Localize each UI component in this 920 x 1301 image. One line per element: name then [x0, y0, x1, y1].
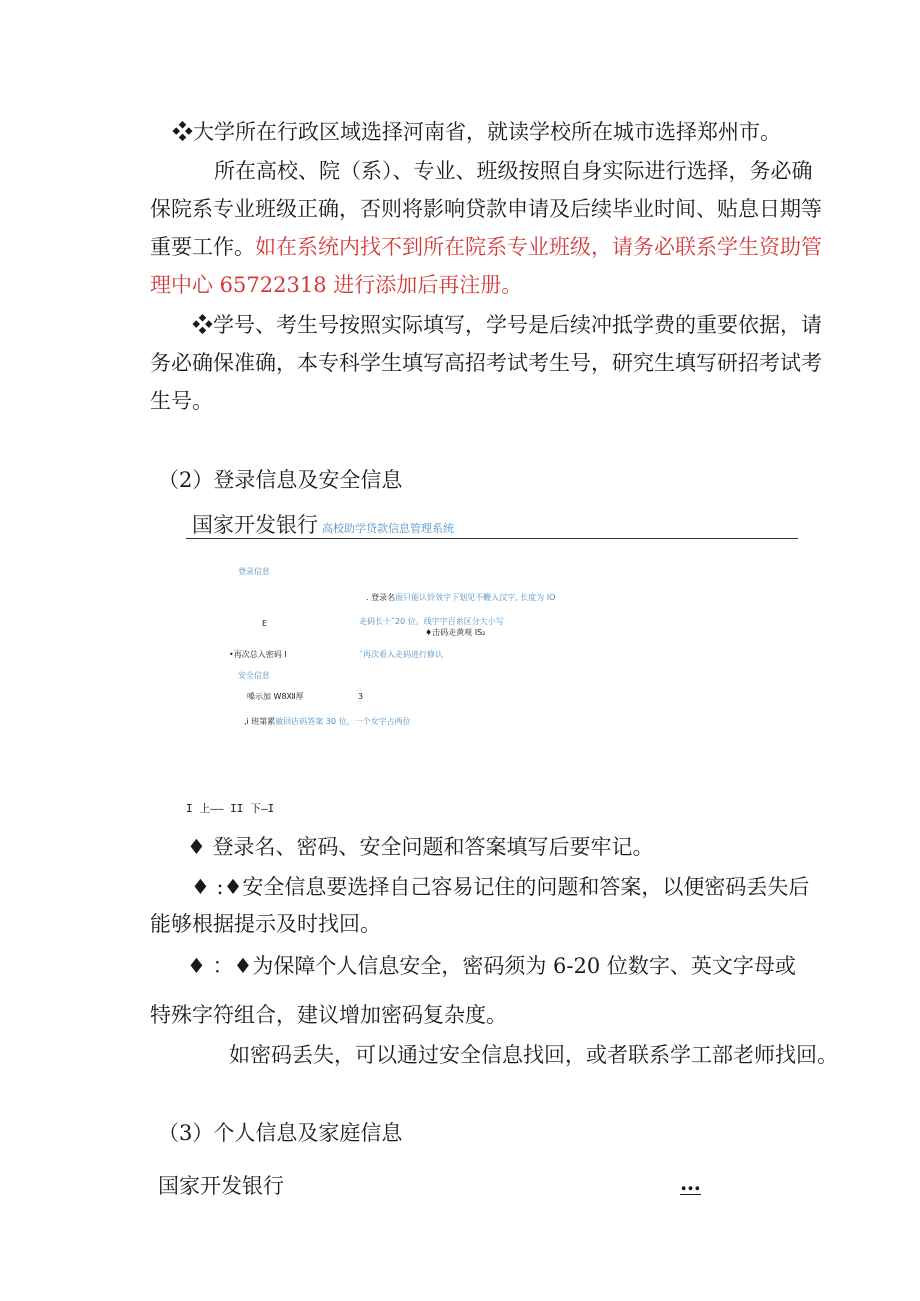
section-heading: （3）个人信息及家庭信息: [158, 1121, 403, 1145]
bullet-region-text: ❖大学所在行政区域选择河南省，就读学校所在城市选择郑州市。: [172, 120, 781, 144]
system-name: 高校助学贷款信息管理系统: [322, 522, 454, 535]
security-question-select[interactable]: 3: [358, 692, 364, 701]
bullet-item: ♦ :♦安全信息要选择自己容易记住的问题和答案，以便密码丢失后: [191, 875, 810, 899]
section-heading: （2）登录信息及安全信息: [158, 468, 403, 492]
warning-text: 如在系统内找不到所在院系专业班级，请务必联系学生资助管: [255, 235, 822, 259]
security-answer-label: ,i 班第累: [244, 717, 276, 726]
security-question-label: 嗓示加 W8Ⅻ厚: [247, 692, 304, 701]
bank-name: 国家开发银行: [192, 513, 318, 537]
paragraph-line: 所在高校、院（系）、专业、班级按照自身实际进行选择，务必确: [214, 159, 813, 183]
bullet-item: ♦ 登录名、密码、安全问题和答案填写后要牢记。: [187, 835, 654, 859]
login-name-label: . 登录名: [366, 593, 396, 602]
password-strength: ♦击码走黄观 IS₂: [425, 628, 486, 637]
paragraph-line: 生号。: [150, 389, 213, 413]
login-name-hint: 面只能认铃效字下划见不鞭入汉字, 长度为 IO: [395, 593, 556, 602]
bullet-item: ♦ ：♦为保障个人信息安全，密码须为 6-20 位数字、英文字母或: [187, 954, 796, 978]
security-answer-row: [244, 717, 411, 727]
bank-header: [186, 512, 798, 539]
bullet-item-continued: 特殊字符组合，建议增加密码复杂度。: [150, 1003, 507, 1027]
login-info-section-title: 登录信息: [238, 567, 270, 576]
password-label: E: [262, 619, 268, 628]
paragraph-line: 务必确保准确，本专科学生填写高招考试考生号，研究生填写研招考试考: [150, 351, 822, 375]
nav-buttons[interactable]: I 上—— II 下—I: [186, 802, 275, 815]
paragraph-line: 如密码丢失，可以通过安全信息找回，或者联系学工部老师找回。: [229, 1043, 838, 1067]
more-menu[interactable]: …: [680, 1170, 701, 1195]
password-hint: 走码长十˜20 位。线宇宇百糸区分大小写: [359, 617, 504, 626]
bullet-item-continued: 能够根据提示及时找回。: [150, 912, 381, 936]
repeat-password-hint: ˜再次看入走码进行修认: [359, 650, 443, 659]
paragraph-line: 保院系专业班级正确，否则将影响贷款申请及后续毕业时间、贴息日期等: [150, 197, 822, 221]
security-info-section-title: 安全信息: [238, 671, 270, 680]
paragraph-line: [150, 233, 822, 261]
bank-name: 国家开发银行: [158, 1174, 284, 1198]
security-answer-hint: 敏回店码答案 30 位，一个女字占两位: [275, 717, 411, 726]
login-name-row: [366, 593, 555, 603]
paragraph-line: ❖学号、考生号按照实际填写，学号是后续冲抵学费的重要依据，请: [192, 313, 822, 337]
paragraph-text: 重要工作。: [150, 235, 255, 259]
repeat-password-label: •再次总入密码 I: [229, 650, 287, 659]
warning-text: 理中心 65722318 进行添加后再注册。: [150, 273, 523, 297]
